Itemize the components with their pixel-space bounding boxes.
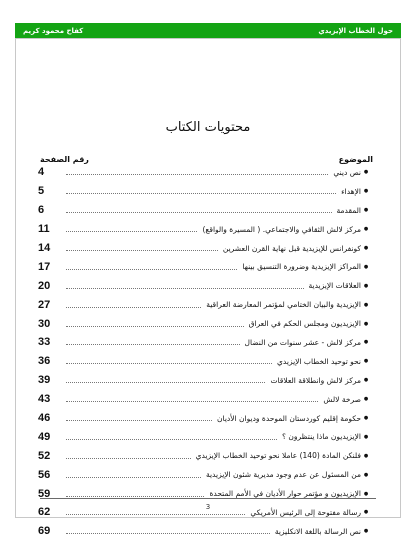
bullet-icon: ●	[363, 415, 369, 422]
toc-entry-title: الإيزيديون و مؤتمر حوار الأديان في الأمم المتحدة	[209, 489, 361, 499]
bullet-icon: ●	[363, 320, 369, 327]
toc-entry-title: فلنكن المادة (140) عاملا نحو توحيد الخطاب الإيزيدي	[195, 451, 361, 461]
toc-entry-title: المقدمة	[336, 205, 361, 215]
toc-entry-page: 59	[38, 487, 51, 500]
toc-entry-page: 39	[38, 374, 51, 387]
bullet-icon: ●	[363, 433, 369, 440]
toc-entry[interactable]	[38, 465, 371, 484]
toc-entry[interactable]	[38, 522, 371, 541]
toc-entry-page: 49	[38, 430, 51, 443]
toc-entry-page: 30	[38, 317, 51, 330]
bullet-icon: ●	[363, 396, 369, 403]
bullet-icon: ●	[363, 188, 369, 195]
dot-leader	[66, 495, 204, 497]
dot-leader	[66, 306, 201, 308]
dot-leader	[66, 457, 191, 459]
toc-entry-page: 5	[38, 185, 45, 198]
dot-leader	[66, 381, 265, 383]
toc-entry-page: 20	[38, 279, 51, 292]
toc-entry-title: الإهداء	[341, 186, 361, 196]
toc-entry-page: 6	[38, 204, 45, 217]
toc-entry[interactable]	[38, 295, 371, 314]
toc-entry[interactable]	[38, 220, 371, 239]
toc-entry-title: المراكز الإيزيدية وضرورة التنسيق بينها	[242, 262, 361, 272]
toc-entry-page: 11	[38, 223, 50, 236]
toc-entry-title: صرخة لالش	[323, 394, 361, 404]
toc-entry[interactable]	[38, 276, 371, 295]
toc-entry-page: 33	[38, 336, 51, 349]
toc-entry-page: 36	[38, 355, 51, 368]
author-name: كفاح محمود كريم	[23, 26, 84, 35]
toc-entry[interactable]	[38, 239, 371, 258]
toc-entry-page: 27	[38, 298, 51, 311]
footer-divider	[40, 498, 376, 499]
toc-entry-title: كونفرانس للإيزيدية قبل نهاية القرن العشرين	[222, 243, 361, 253]
toc-entry[interactable]	[38, 182, 371, 201]
dot-leader	[66, 325, 244, 327]
bullet-icon: ●	[363, 339, 369, 346]
page-column-header: رقم الصفحة	[40, 155, 89, 164]
toc-entry-title: الإيزيديون ومجلس الحكم في العراق	[248, 319, 361, 329]
page-number: 3	[205, 503, 211, 511]
header-bar	[15, 23, 401, 38]
dot-leader	[66, 249, 218, 251]
toc-entry-title: رسالة مفتوحة إلى الرئيس الأمريكي	[250, 507, 361, 517]
toc-entry-title: مركز لالش وانطلاقة العلاقات	[270, 375, 361, 385]
dot-leader	[66, 532, 270, 534]
toc-entry-title: الإيزيدية والبيان الختامي لمؤتمر المعارضة العراقية	[206, 300, 361, 310]
toc-entry-title: نص الرسالة باللغة الانكليزية	[274, 526, 361, 536]
toc-entry-title: حكومة إقليم كوردستان الموحدة وديوان الأديان	[217, 413, 361, 423]
bullet-icon: ●	[363, 282, 369, 289]
toc-entry[interactable]	[38, 333, 371, 352]
toc-entry[interactable]	[38, 371, 371, 390]
bullet-icon: ●	[363, 528, 369, 535]
dot-leader	[66, 287, 304, 289]
book-title: حول الخطاب الإيزيدي	[318, 26, 393, 35]
toc-entry-page: 52	[38, 449, 51, 462]
dot-leader	[66, 476, 201, 478]
toc-entry[interactable]	[38, 201, 371, 220]
bullet-icon: ●	[363, 509, 369, 516]
toc-entry-title: العلاقات الإيزيدية	[308, 281, 361, 291]
dot-leader	[66, 211, 332, 213]
dot-leader	[66, 419, 212, 421]
bullet-icon: ●	[363, 169, 369, 176]
bullet-icon: ●	[363, 301, 369, 308]
bullet-icon: ●	[363, 452, 369, 459]
bullet-icon: ●	[363, 358, 369, 365]
dot-leader	[66, 230, 197, 232]
dot-leader	[66, 400, 318, 402]
toc-entry[interactable]	[38, 446, 371, 465]
toc-entry-page: 17	[38, 260, 51, 273]
toc-entry[interactable]	[38, 314, 371, 333]
toc-entry-title: الإيزيديون ماذا ينتظرون ؟	[282, 432, 361, 442]
toc-entry-title: مركز لالش الثقافي والاجتماعي. ( المسيرة والواقع)	[202, 224, 361, 234]
dot-leader	[66, 362, 272, 364]
toc-entry[interactable]	[38, 352, 371, 371]
toc-entry-title: من المسئول عن عدم وجود مديرية شئون الإيزيدية	[205, 470, 361, 480]
toc-entry[interactable]	[38, 409, 371, 428]
dot-leader	[66, 192, 336, 194]
toc-entry[interactable]	[38, 484, 371, 503]
toc-entry[interactable]	[38, 427, 371, 446]
toc-entry-page: 43	[38, 393, 51, 406]
toc-entry[interactable]	[38, 257, 371, 276]
bullet-icon: ●	[363, 207, 369, 214]
bullet-icon: ●	[363, 377, 369, 384]
toc-entry-page: 56	[38, 468, 51, 481]
dot-leader	[66, 173, 328, 175]
dot-leader	[66, 513, 245, 515]
topic-column-header: الموضوع	[338, 155, 373, 164]
bullet-icon: ●	[363, 245, 369, 251]
toc-entry-page: 4	[38, 166, 45, 179]
bullet-icon: ●	[363, 471, 369, 478]
dot-leader	[66, 438, 277, 440]
toc-entry-page: 14	[38, 242, 51, 254]
toc-entry-title: نحو توحيد الخطاب الإيزيدي	[277, 356, 361, 366]
toc-title: محتويات الكتاب	[165, 120, 251, 135]
bullet-icon: ●	[363, 226, 369, 233]
toc-entry[interactable]	[38, 390, 371, 409]
dot-leader	[66, 343, 240, 345]
toc-list	[38, 163, 371, 541]
toc-entry-page: 46	[38, 412, 51, 425]
toc-entry[interactable]	[38, 163, 371, 182]
toc-entry-page: 69	[38, 525, 51, 538]
toc-entry-page: 62	[38, 506, 51, 519]
dot-leader	[66, 268, 237, 270]
toc-entry-title: مركز لالش - عشر سنوات من النضال	[244, 337, 361, 347]
bullet-icon: ●	[363, 490, 369, 497]
toc-entry-title: نص ديني	[333, 167, 361, 177]
bullet-icon: ●	[363, 263, 369, 270]
